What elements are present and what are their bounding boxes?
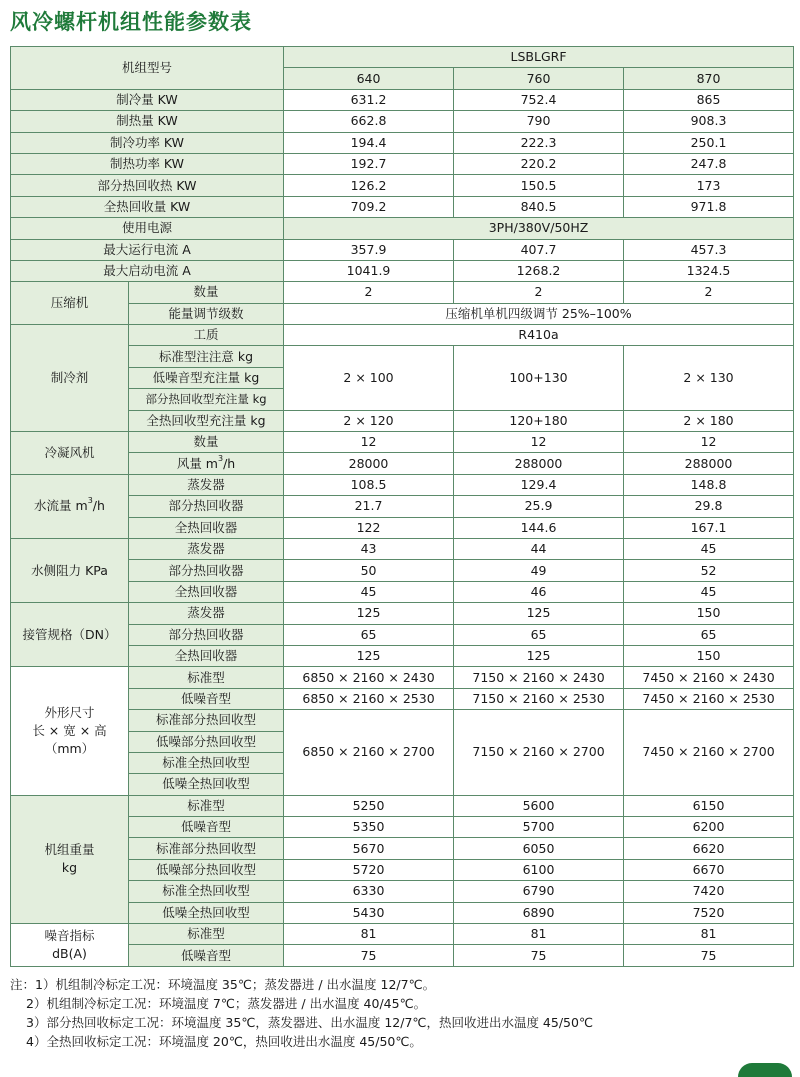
row-label: 标准型注注意 kg bbox=[129, 346, 284, 367]
table-row bbox=[11, 132, 794, 153]
table-row bbox=[11, 175, 794, 196]
row-label: 低噪音型 bbox=[129, 688, 284, 709]
model-cell: 870 bbox=[624, 68, 794, 89]
value-cell: 150 bbox=[624, 645, 794, 666]
value-cell: 125 bbox=[284, 603, 454, 624]
row-label: 部分热回收器 bbox=[129, 560, 284, 581]
row-label: 最大运行电流 A bbox=[11, 239, 284, 260]
row-label: 部分热回收器 bbox=[129, 624, 284, 645]
row-label: 全热回收器 bbox=[129, 581, 284, 602]
value-cell: 194.4 bbox=[284, 132, 454, 153]
notes bbox=[10, 975, 793, 1051]
note-line: 4）全热回收标定工况：环境温度 20℃，热回收进出水温度 45/50℃。 bbox=[26, 1034, 422, 1049]
value-cell: 5600 bbox=[454, 795, 624, 816]
value-cell: 81 bbox=[284, 924, 454, 945]
table-row bbox=[11, 111, 794, 132]
table-row bbox=[11, 453, 794, 474]
value-cell: 7450 × 2160 × 2430 bbox=[624, 667, 794, 688]
value-cell: 150 bbox=[624, 603, 794, 624]
value-cell: 7150 × 2160 × 2530 bbox=[454, 688, 624, 709]
table-row bbox=[11, 710, 794, 731]
value-cell: 6150 bbox=[624, 795, 794, 816]
series-name: LSBLGRF bbox=[284, 47, 794, 68]
value-cell: 5430 bbox=[284, 902, 454, 923]
value-cell: 100+130 bbox=[454, 346, 624, 410]
table-row bbox=[11, 902, 794, 923]
value-cell: 49 bbox=[454, 560, 624, 581]
row-label: 部分热回收器 bbox=[129, 496, 284, 517]
value-cell: 3PH/380V/50HZ bbox=[284, 218, 794, 239]
row-label: 制热功率 KW bbox=[11, 153, 284, 174]
row-label: 风量 $m^3/h$ bbox=[129, 453, 284, 474]
value-cell: 44 bbox=[454, 538, 624, 559]
table-row bbox=[11, 795, 794, 816]
value-cell: 126.2 bbox=[284, 175, 454, 196]
group-label: 压缩机 bbox=[11, 282, 129, 325]
table-row bbox=[11, 432, 794, 453]
value-cell: 45 bbox=[624, 538, 794, 559]
value-cell: 7520 bbox=[624, 902, 794, 923]
model-cell: 640 bbox=[284, 68, 454, 89]
note-line: 3）部分热回收标定工况：环境温度 35℃，蒸发器进、出水温度 12/7℃，热回收进出水温度 45/50℃ bbox=[26, 1015, 593, 1030]
row-label: 标准全热回收型 bbox=[129, 881, 284, 902]
value-cell: 29.8 bbox=[624, 496, 794, 517]
value-cell: 125 bbox=[454, 603, 624, 624]
value-cell: 2 × 100 bbox=[284, 346, 454, 410]
value-cell: 压缩机单机四级调节 25%–100% bbox=[284, 303, 794, 324]
value-cell: 5720 bbox=[284, 859, 454, 880]
group-label: 冷凝风机 bbox=[11, 432, 129, 475]
value-cell: 288000 bbox=[454, 453, 624, 474]
value-cell: 173 bbox=[624, 175, 794, 196]
table-row bbox=[11, 282, 794, 303]
table-row bbox=[11, 945, 794, 966]
group-label: 水侧阻力 KPa bbox=[11, 538, 129, 602]
value-cell: 52 bbox=[624, 560, 794, 581]
row-label: 制冷量 KW bbox=[11, 89, 284, 110]
table-row bbox=[11, 859, 794, 880]
row-label: 低噪全热回收型 bbox=[129, 902, 284, 923]
row-label: 蒸发器 bbox=[129, 603, 284, 624]
row-label: 标准部分热回收型 bbox=[129, 710, 284, 731]
row-label: 全热回收器 bbox=[129, 517, 284, 538]
group-label: 外形尺寸 长 × 宽 × 高 （mm） bbox=[11, 667, 129, 795]
value-cell: 6330 bbox=[284, 881, 454, 902]
table-row bbox=[11, 688, 794, 709]
row-label: 制热量 KW bbox=[11, 111, 284, 132]
value-cell: 81 bbox=[454, 924, 624, 945]
table-row bbox=[11, 667, 794, 688]
table-row bbox=[11, 924, 794, 945]
spec-table bbox=[10, 46, 794, 967]
row-label: 工质 bbox=[129, 325, 284, 346]
value-cell: 7450 × 2160 × 2700 bbox=[624, 710, 794, 796]
row-label: 蒸发器 bbox=[129, 474, 284, 495]
value-cell: 21.7 bbox=[284, 496, 454, 517]
value-cell: 75 bbox=[624, 945, 794, 966]
value-cell: 2 × 120 bbox=[284, 410, 454, 431]
value-cell: 65 bbox=[454, 624, 624, 645]
table-row bbox=[11, 645, 794, 666]
value-cell: 1268.2 bbox=[454, 260, 624, 281]
table-row bbox=[11, 624, 794, 645]
value-cell: 7150 × 2160 × 2430 bbox=[454, 667, 624, 688]
value-cell: 6670 bbox=[624, 859, 794, 880]
value-cell: 192.7 bbox=[284, 153, 454, 174]
value-cell: 752.4 bbox=[454, 89, 624, 110]
value-cell: 6200 bbox=[624, 817, 794, 838]
table-row bbox=[11, 346, 794, 367]
value-cell: 247.8 bbox=[624, 153, 794, 174]
table-row bbox=[11, 153, 794, 174]
value-cell: 43 bbox=[284, 538, 454, 559]
value-cell: 65 bbox=[284, 624, 454, 645]
page-corner-tab-icon bbox=[738, 1063, 792, 1077]
table-row bbox=[11, 603, 794, 624]
table-row bbox=[11, 474, 794, 495]
value-cell: 222.3 bbox=[454, 132, 624, 153]
value-cell: 5670 bbox=[284, 838, 454, 859]
note-line: 注：1）机组制冷标定工况：环境温度 35℃；蒸发器进 / 出水温度 12/7℃。 bbox=[10, 977, 436, 992]
row-label: 标准部分热回收型 bbox=[129, 838, 284, 859]
row-label: 标准型 bbox=[129, 667, 284, 688]
row-label: 数量 bbox=[129, 432, 284, 453]
table-row bbox=[11, 196, 794, 217]
row-label: 低噪全热回收型 bbox=[129, 774, 284, 795]
value-cell: 12 bbox=[284, 432, 454, 453]
group-label: 噪音指标 dB(A) bbox=[11, 924, 129, 967]
value-cell: 6620 bbox=[624, 838, 794, 859]
table-row bbox=[11, 303, 794, 324]
row-label: 低噪音型 bbox=[129, 817, 284, 838]
value-cell: 709.2 bbox=[284, 196, 454, 217]
value-cell: 6890 bbox=[454, 902, 624, 923]
table-row bbox=[11, 838, 794, 859]
value-cell: 971.8 bbox=[624, 196, 794, 217]
value-cell: 357.9 bbox=[284, 239, 454, 260]
value-cell: 46 bbox=[454, 581, 624, 602]
value-cell: 2 × 180 bbox=[624, 410, 794, 431]
value-cell: 25.9 bbox=[454, 496, 624, 517]
value-cell: 2 bbox=[284, 282, 454, 303]
group-label: 接管规格（DN） bbox=[11, 603, 129, 667]
row-label: 全热回收量 KW bbox=[11, 196, 284, 217]
value-cell: 108.5 bbox=[284, 474, 454, 495]
row-label: 标准型 bbox=[129, 795, 284, 816]
row-label: 部分热回收型充注量 kg bbox=[129, 389, 284, 410]
note-line: 2）机组制冷标定工况：环境温度 7℃；蒸发器进 / 出水温度 40/45℃。 bbox=[26, 996, 427, 1011]
value-cell: 81 bbox=[624, 924, 794, 945]
value-cell: 45 bbox=[624, 581, 794, 602]
table-row bbox=[11, 260, 794, 281]
value-cell: 662.8 bbox=[284, 111, 454, 132]
value-cell: 12 bbox=[454, 432, 624, 453]
value-cell: 407.7 bbox=[454, 239, 624, 260]
value-cell: 75 bbox=[284, 945, 454, 966]
value-cell: 28000 bbox=[284, 453, 454, 474]
value-cell: 288000 bbox=[624, 453, 794, 474]
value-cell: 65 bbox=[624, 624, 794, 645]
table-row bbox=[11, 89, 794, 110]
table-row bbox=[11, 560, 794, 581]
table-row bbox=[11, 817, 794, 838]
table-row bbox=[11, 538, 794, 559]
value-cell: 1041.9 bbox=[284, 260, 454, 281]
table-row bbox=[11, 581, 794, 602]
table-row bbox=[11, 218, 794, 239]
value-cell: 7420 bbox=[624, 881, 794, 902]
value-cell: 7450 × 2160 × 2530 bbox=[624, 688, 794, 709]
value-cell: 45 bbox=[284, 581, 454, 602]
row-label: 蒸发器 bbox=[129, 538, 284, 559]
value-cell: 2 bbox=[624, 282, 794, 303]
table-row bbox=[11, 239, 794, 260]
table-row bbox=[11, 325, 794, 346]
value-cell: 167.1 bbox=[624, 517, 794, 538]
value-cell: 2 bbox=[454, 282, 624, 303]
row-label: 低噪部分热回收型 bbox=[129, 859, 284, 880]
value-cell: 7150 × 2160 × 2700 bbox=[454, 710, 624, 796]
row-label: 能量调节级数 bbox=[129, 303, 284, 324]
value-cell: 12 bbox=[624, 432, 794, 453]
row-label: 数量 bbox=[129, 282, 284, 303]
table-row bbox=[11, 410, 794, 431]
value-cell: 50 bbox=[284, 560, 454, 581]
value-cell: 5250 bbox=[284, 795, 454, 816]
group-label: 机组重量 kg bbox=[11, 795, 129, 923]
value-cell: 908.3 bbox=[624, 111, 794, 132]
model-label: 机组型号 bbox=[11, 47, 284, 90]
value-cell: 5350 bbox=[284, 817, 454, 838]
value-cell: R410a bbox=[284, 325, 794, 346]
row-label: 低噪音型 bbox=[129, 945, 284, 966]
value-cell: 840.5 bbox=[454, 196, 624, 217]
value-cell: 125 bbox=[284, 645, 454, 666]
value-cell: 220.2 bbox=[454, 153, 624, 174]
value-cell: 150.5 bbox=[454, 175, 624, 196]
value-cell: 120+180 bbox=[454, 410, 624, 431]
value-cell: 250.1 bbox=[624, 132, 794, 153]
row-label: 部分热回收热 KW bbox=[11, 175, 284, 196]
row-label: 使用电源 bbox=[11, 218, 284, 239]
table-row bbox=[11, 47, 794, 68]
value-cell: 6100 bbox=[454, 859, 624, 880]
row-label: 低噪部分热回收型 bbox=[129, 731, 284, 752]
value-cell: 6850 × 2160 × 2700 bbox=[284, 710, 454, 796]
value-cell: 129.4 bbox=[454, 474, 624, 495]
value-cell: 122 bbox=[284, 517, 454, 538]
value-cell: 457.3 bbox=[624, 239, 794, 260]
value-cell: 1324.5 bbox=[624, 260, 794, 281]
table-row bbox=[11, 881, 794, 902]
page-title: 风冷螺杆机组性能参数表 bbox=[10, 10, 252, 34]
table-row bbox=[11, 517, 794, 538]
row-label: 标准全热回收型 bbox=[129, 752, 284, 773]
group-label: 水流量 $m^3/h$ bbox=[11, 474, 129, 538]
value-cell: 144.6 bbox=[454, 517, 624, 538]
value-cell: 2 × 130 bbox=[624, 346, 794, 410]
model-cell: 760 bbox=[454, 68, 624, 89]
value-cell: 75 bbox=[454, 945, 624, 966]
value-cell: 5700 bbox=[454, 817, 624, 838]
value-cell: 125 bbox=[454, 645, 624, 666]
row-label: 最大启动电流 A bbox=[11, 260, 284, 281]
value-cell: 6790 bbox=[454, 881, 624, 902]
row-label: 制冷功率 KW bbox=[11, 132, 284, 153]
table-row bbox=[11, 496, 794, 517]
value-cell: 790 bbox=[454, 111, 624, 132]
row-label: 低噪音型充注量 kg bbox=[129, 367, 284, 388]
value-cell: 6850 × 2160 × 2430 bbox=[284, 667, 454, 688]
group-label: 制冷剂 bbox=[11, 325, 129, 432]
value-cell: 148.8 bbox=[624, 474, 794, 495]
row-label: 标准型 bbox=[129, 924, 284, 945]
value-cell: 6050 bbox=[454, 838, 624, 859]
value-cell: 631.2 bbox=[284, 89, 454, 110]
row-label: 全热回收型充注量 kg bbox=[129, 410, 284, 431]
value-cell: 865 bbox=[624, 89, 794, 110]
value-cell: 6850 × 2160 × 2530 bbox=[284, 688, 454, 709]
row-label: 全热回收器 bbox=[129, 645, 284, 666]
